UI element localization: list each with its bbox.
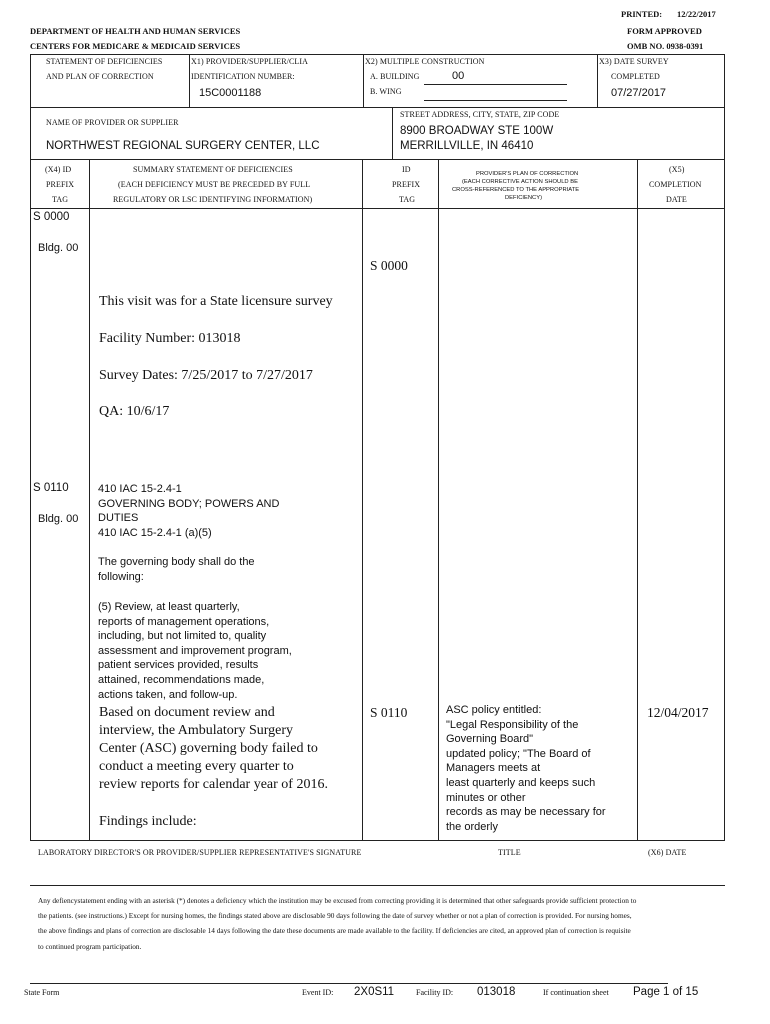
header-right-border	[724, 54, 725, 108]
colhdr-bottom-border	[30, 208, 725, 209]
body-col-divider-4	[637, 159, 638, 841]
provider-bottom-border	[30, 159, 725, 160]
facility-number-text: Facility Number: 013018	[99, 331, 241, 346]
governing-body-block: The governing body shall do the following:	[98, 556, 255, 583]
provider-divider	[392, 107, 393, 160]
wing-underline	[424, 100, 567, 101]
wing-label: B. WING	[370, 87, 402, 96]
bldg-label-1: Bldg. 00	[38, 242, 79, 254]
visit-text: This visit was for a State licensure survey	[99, 294, 333, 309]
event-id-value: 2X0S11	[354, 986, 395, 998]
x5-header-3: DATE	[666, 195, 687, 204]
body-right-border	[724, 159, 725, 841]
body-col-divider-3	[438, 159, 439, 841]
x5-header-2: COMPLETION	[649, 180, 702, 189]
header-divider-2	[363, 54, 364, 108]
x3-value: 07/27/2017	[611, 87, 667, 99]
continuation-label: If continuation sheet	[543, 988, 609, 997]
finding-line-2: interview, the Ambulatory Surgery	[99, 723, 294, 738]
x3-label: X3) DATE SURVEY	[599, 57, 669, 66]
address-line-2: MERRILLVILLE, IN 46410	[400, 140, 534, 152]
plan-header-3: CROSS-REFERENCED TO THE APPROPRIATE	[452, 187, 580, 193]
x1-value: 15C0001188	[199, 87, 262, 99]
tag-s0000: S 0000	[33, 211, 70, 223]
finding-line-1: Based on document review and	[99, 705, 275, 720]
finding-line-3: Center (ASC) governing body failed to	[99, 741, 318, 756]
facility-id-label: Facility ID:	[416, 988, 454, 997]
title-label: TITLE	[498, 848, 521, 857]
x4-header-1: (X4) ID	[45, 165, 72, 174]
body-left-border	[30, 159, 31, 841]
finding-line-4: conduct a meeting every quarter to	[99, 759, 294, 774]
id-header-2: PREFIX	[392, 180, 421, 189]
address-line-1: 8900 BROADWAY STE 100W	[400, 125, 554, 137]
plan-header-2: (EACH CORRECTIVE ACTION SHOULD BE	[462, 179, 578, 185]
address-label: STREET ADDRESS, CITY, STATE, ZIP CODE	[400, 110, 560, 119]
plan-header-4: DEFICIENCY)	[505, 195, 543, 201]
tag-s0110: S 0110	[33, 482, 69, 494]
x4-header-2: PREFIX	[46, 180, 75, 189]
summary-header-1: SUMMARY STATEMENT OF DEFICIENCIES	[133, 165, 293, 174]
omb-number: OMB NO. 0938-0391	[627, 41, 704, 51]
body-bottom-border	[30, 840, 725, 841]
survey-dates-text: Survey Dates: 7/25/2017 to 7/27/2017	[99, 368, 313, 383]
x6-date-label: (X6) DATE	[648, 848, 687, 857]
centers-title: CENTERS FOR MEDICARE & MEDICAID SERVICES	[30, 41, 241, 51]
header-divider-1	[189, 54, 190, 108]
building-underline	[424, 84, 567, 85]
form-approved: FORM APPROVED	[627, 26, 702, 36]
tag-s0110-right: S 0110	[370, 705, 408, 720]
summary-header-2: (EACH DEFICIENCY MUST BE PRECEDED BY FULL	[118, 180, 311, 189]
header-divider-3	[597, 54, 598, 108]
body-col-divider-2	[362, 159, 363, 841]
id-header-3: TAG	[399, 195, 416, 204]
x4-header-3: TAG	[52, 195, 69, 204]
x5-header-1: (X5)	[669, 165, 685, 174]
x3-sublabel: COMPLETED	[611, 72, 660, 81]
finding-line-5: review reports for calendar year of 2016.	[99, 777, 328, 792]
x1-sublabel: IDENTIFICATION NUMBER:	[191, 72, 295, 81]
completion-date: 12/04/2017	[647, 705, 709, 720]
state-form-label: State Form	[24, 988, 60, 997]
x2-label: X2) MULTIPLE CONSTRUCTION	[365, 57, 485, 66]
plan-header-1: PROVIDER'S PLAN OF CORRECTION	[476, 171, 579, 177]
facility-id-value: 013018	[477, 986, 516, 998]
regulation-block: 410 IAC 15-2.4-1 GOVERNING BODY; POWERS AND DUTIES 410 IAC 15-2.4-1 (a)(5)	[98, 483, 280, 539]
disclaimer-text: Any defiencystatement ending with an asterisk (*) denotes a deficiency which the institution may be excused from correcting providing it is determined that other safeguards provide sufficient protection to the patients. (see instructions.) Except for nursing homes, the findings stated above are disclosable 90 days following the date of survey whether or not a plan of correction is provided. For nursing homes, the above findings and plans of correction are disclosable 14 days following the date these documents are made available to the facility. If deficiencies are cited, an approved plan of correction is requisite to continued program participation.	[38, 896, 637, 951]
event-id-label: Event ID:	[302, 988, 334, 997]
provider-label: NAME OF PROVIDER OR SUPPLIER	[46, 118, 179, 127]
footer-rule	[30, 983, 668, 984]
printed-label: PRINTED:	[621, 9, 663, 19]
bldg-label-2: Bldg. 00	[38, 513, 79, 525]
provider-left-border	[30, 107, 31, 160]
provider-right-border	[724, 107, 725, 160]
summary-header-3: REGULATORY OR LSC IDENTIFYING INFORMATION)	[113, 195, 313, 204]
building-value: 00	[452, 70, 465, 82]
findings-include-text: Findings include:	[99, 814, 197, 829]
review-requirement-block: (5) Review, at least quarterly, reports of management operations, including, but not limited to, quality assessment and improvement program, patient services provided, results attained, recommendations made, actions taken, and follow-up.	[98, 601, 292, 701]
qa-text: QA: 10/6/17	[99, 404, 170, 419]
provider-name: NORTHWEST REGIONAL SURGERY CENTER, LLC	[46, 140, 320, 152]
plan-of-correction-block: ASC policy entitled: "Legal Responsibility of the Governing Board" updated policy; "The Board of Managers meets at least quarterly and keeps such minutes or other records as may be necessary for the orderly	[446, 704, 606, 833]
id-header-1: ID	[402, 165, 411, 174]
header-top-border	[30, 54, 725, 55]
page-number: Page 1 of 15	[633, 986, 699, 998]
body-col-divider-1	[89, 159, 90, 841]
tag-s0000-right: S 0000	[370, 258, 408, 273]
header-left-border	[30, 54, 31, 108]
statement-label-1: STATEMENT OF DEFICIENCIES	[46, 57, 163, 66]
printed-date: 12/22/2017	[677, 9, 716, 19]
signature-label: LABORATORY DIRECTOR'S OR PROVIDER/SUPPLIER REPRESENTATIVE'S SIGNATURE	[38, 848, 362, 857]
statement-label-2: AND PLAN OF CORRECTION	[46, 72, 154, 81]
department-title: DEPARTMENT OF HEALTH AND HUMAN SERVICES	[30, 26, 241, 36]
x1-label: X1) PROVIDER/SUPPLIER/CLIA	[191, 57, 309, 66]
header-middle-border	[30, 107, 725, 108]
signature-bottom-border	[30, 885, 725, 886]
building-label: A. BUILDING	[370, 72, 420, 81]
